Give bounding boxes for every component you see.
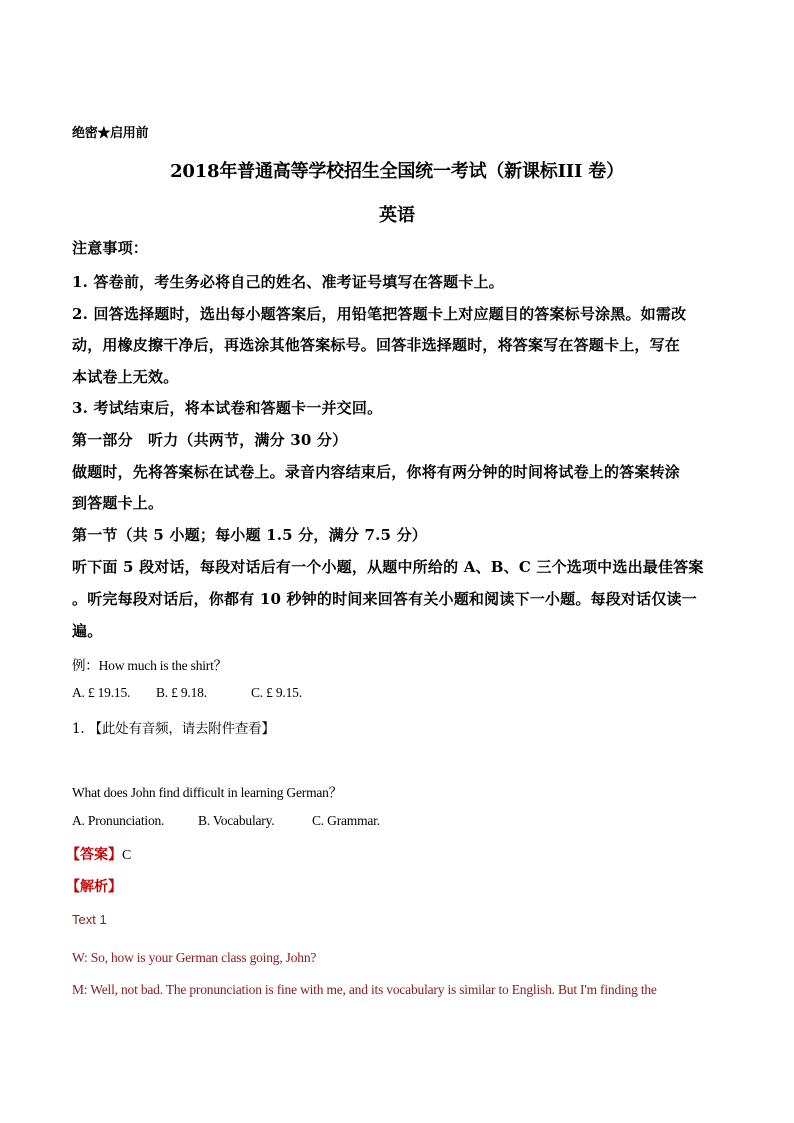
example-options xyxy=(72,685,302,701)
section1-line-2: 。听完每段对话后，你都有 10 秒钟的时间来回答有关小题和阅读下一小题。每段对话仅读一 xyxy=(72,590,697,608)
dialogue-line-m: M: Well, not bad. The pronunciation is fine with me, and its vocabulary is similar to English. But I'm finding the xyxy=(72,982,657,997)
q1-question: What does John find difficult in learning German？ xyxy=(72,785,343,800)
note-item-1: 1. 答卷前，考生务必将自己的姓名、准考证号填写在答题卡上。 xyxy=(72,273,504,291)
subject-title: 英语 xyxy=(379,205,415,226)
part1-instruction-line-1: 做题时，先将答案标在试卷上。录音内容结束后，你将有两分钟的时间将试卷上的答案转涂 xyxy=(72,463,681,481)
section1-line-3: 遍。 xyxy=(72,622,103,640)
part1-heading: 第一部分 听力（共两节，满分 30 分） xyxy=(72,431,348,449)
part1-instruction-line-2: 到答题卡上。 xyxy=(72,494,164,512)
example-option-c: C. £ 9.15. xyxy=(251,685,302,700)
q1-option-b: B. Vocabulary. xyxy=(198,813,275,828)
q1-option-c: C. Grammar. xyxy=(312,813,380,828)
note-item-2-line-2: 动，用橡皮擦干净后，再选涂其他答案标号。回答非选择题时，将答案写在答题卡上，写在 xyxy=(72,336,681,354)
q1-answer xyxy=(66,844,131,864)
analysis-label: 【解析】 xyxy=(66,879,122,895)
q1-audio-note: 1. 【此处有音频，请去附件查看】 xyxy=(72,721,275,737)
notes-heading: 注意事项： xyxy=(72,239,149,257)
secret-label: 绝密★启用前 xyxy=(72,126,149,141)
answer-value: C xyxy=(122,848,132,863)
note-item-3: 3. 考试结束后，将本试卷和答题卡一并交回。 xyxy=(72,399,383,417)
exam-title: 2018年普通高等学校招生全国统一考试（新课标III 卷） xyxy=(170,161,624,182)
dialogue-line-w: W: So, how is your German class going, John? xyxy=(72,950,317,965)
example-question: 例：How much is the shirt？ xyxy=(72,658,227,673)
q1-option-a: A. Pronunciation. xyxy=(72,813,165,828)
section1-line-1: 听下面 5 段对话，每段对话后有一个小题，从题中所给的 A、B、C 三个选项中选出最佳答案 xyxy=(72,558,704,576)
example-option-a: A. £ 19.15. xyxy=(72,685,131,700)
q1-options xyxy=(72,813,380,829)
note-item-2-line-3: 本试卷上无效。 xyxy=(72,368,179,386)
section1-heading: 第一节（共 5 小题；每小题 1.5 分，满分 7.5 分） xyxy=(72,526,427,544)
answer-label: 【答案】 xyxy=(66,847,122,863)
note-item-2-line-1: 2. 回答选择题时，选出每小题答案后，用铅笔把答题卡上对应题目的答案标号涂黑。如需改 xyxy=(72,305,687,323)
example-option-b: B. £ 9.18. xyxy=(156,685,207,700)
text-label: Text 1 xyxy=(72,912,107,927)
